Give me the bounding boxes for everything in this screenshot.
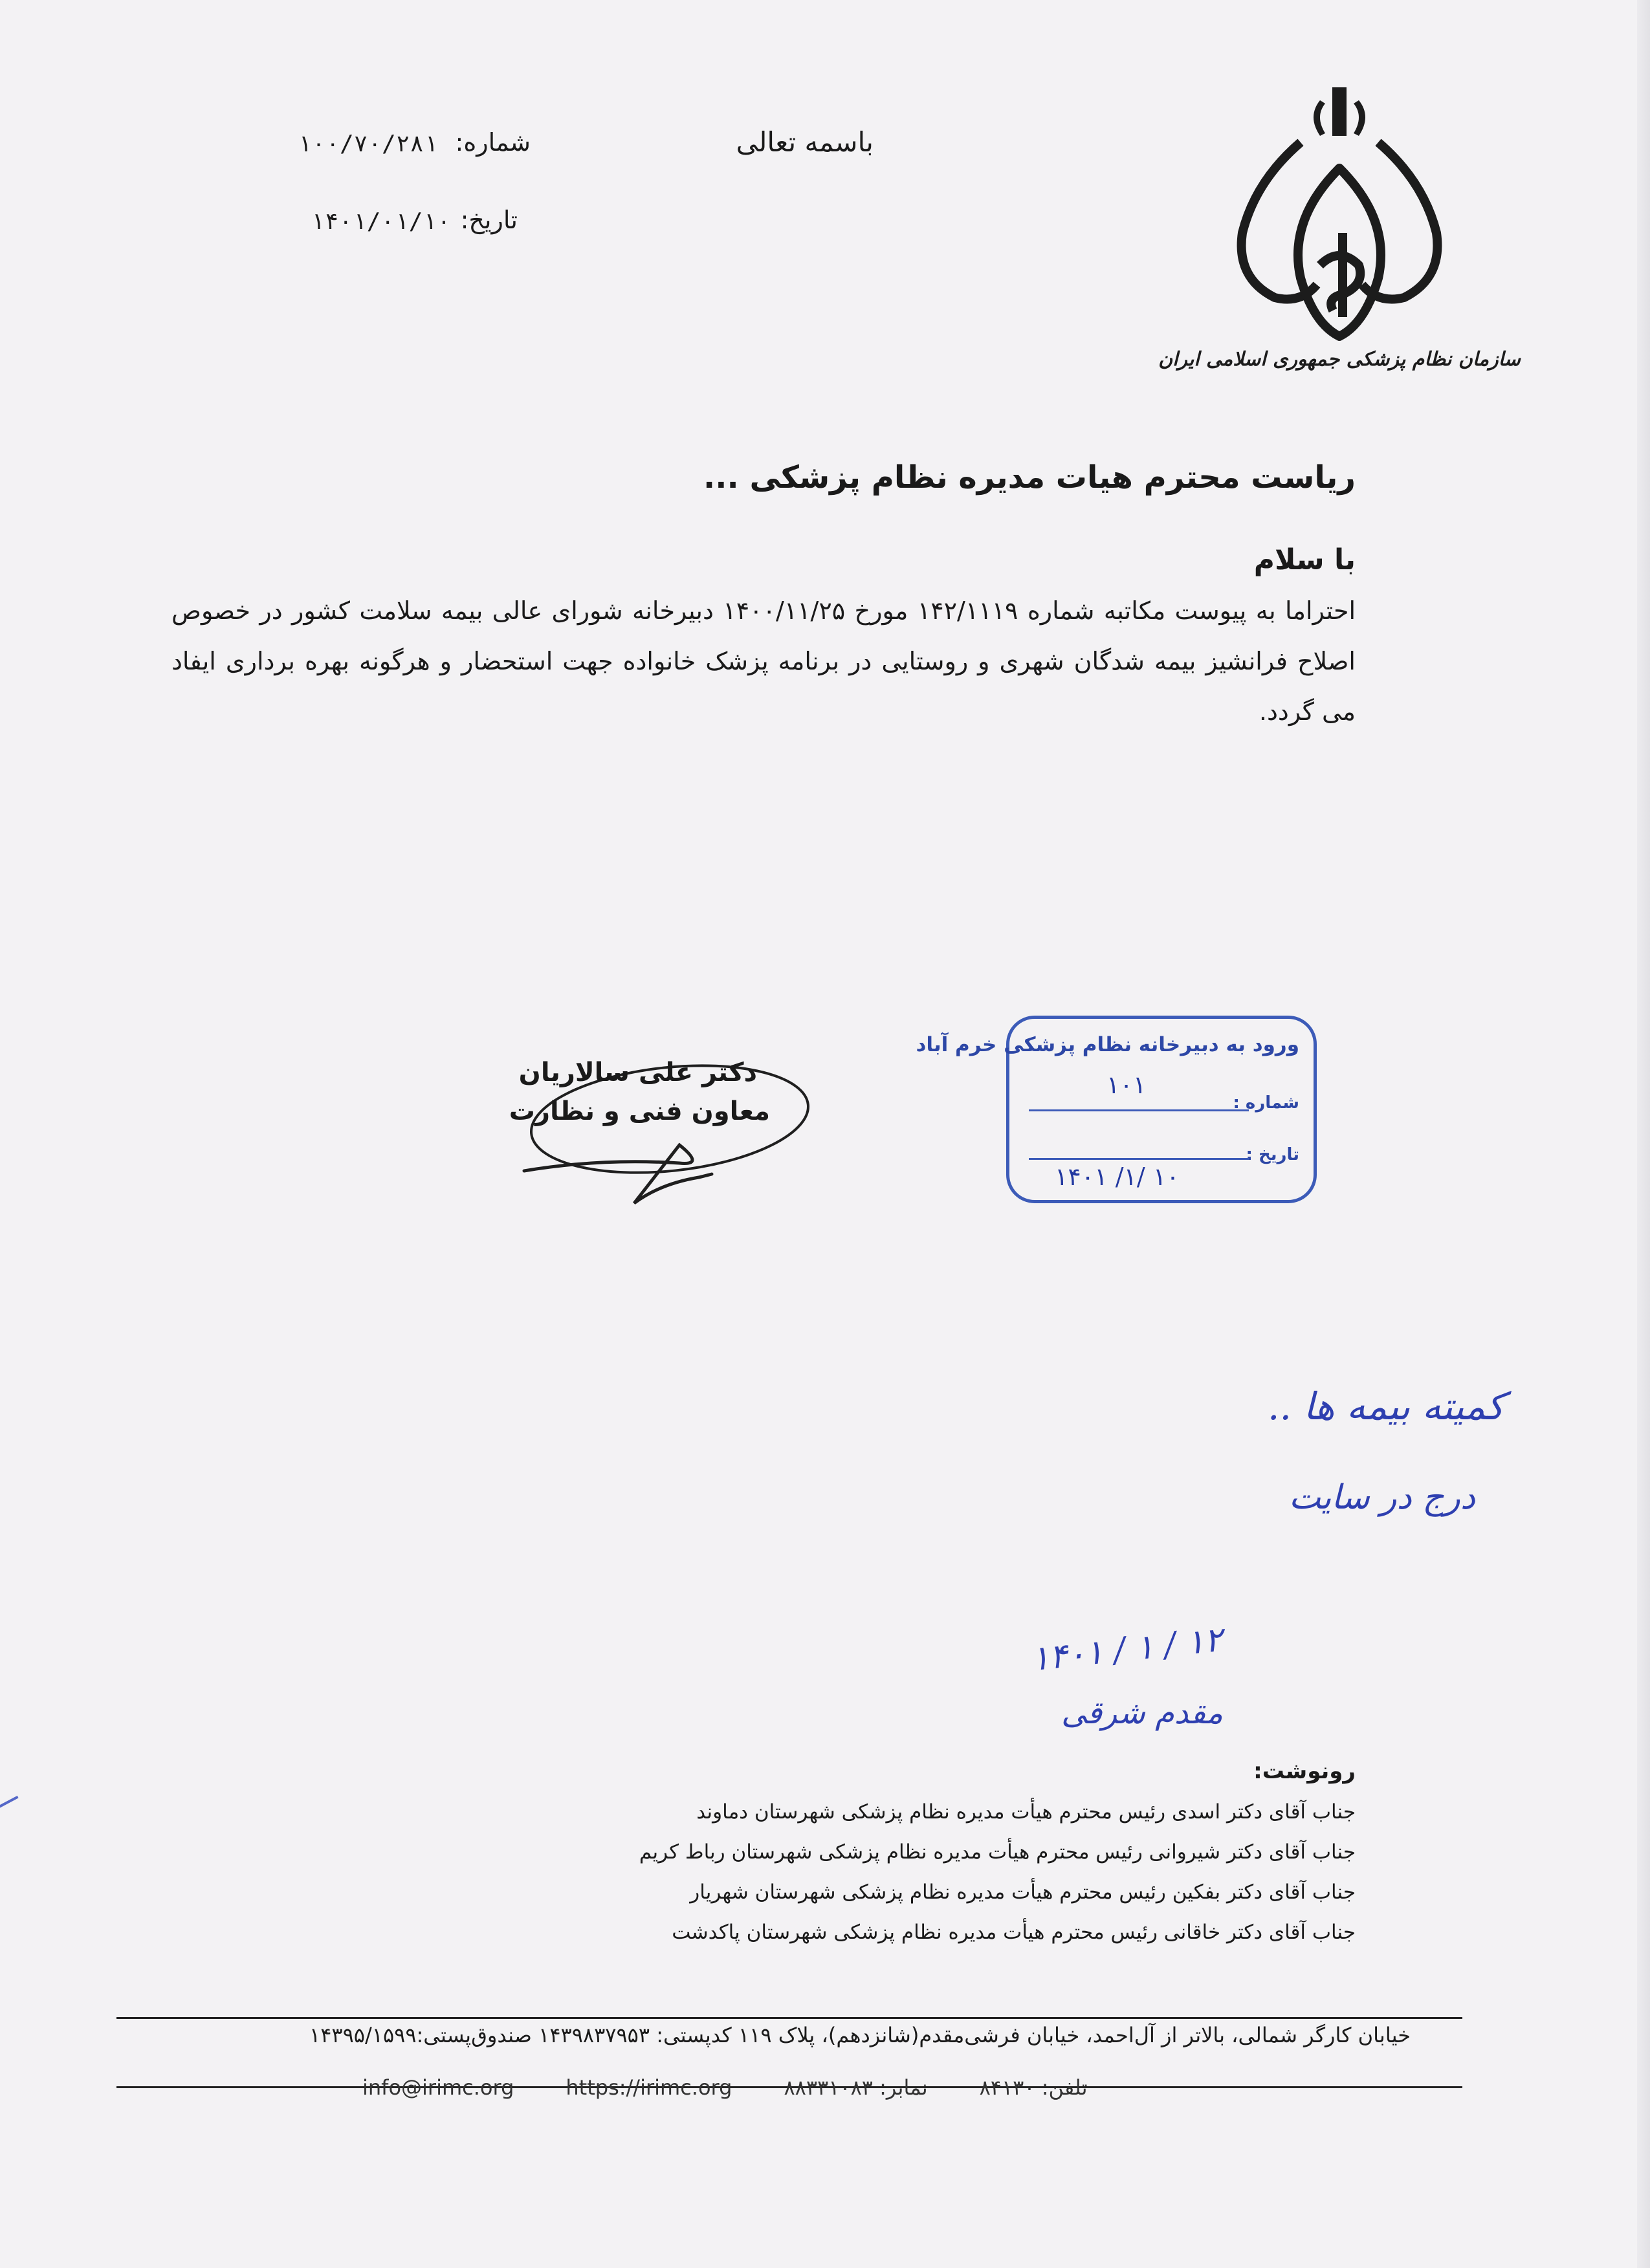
footer-contact — [362, 2075, 1320, 2100]
recipient: ریاست محترم هیات مدیره نظام پزشکی ... — [703, 459, 1356, 496]
handwritten-note-publish: درج در سایت — [1288, 1478, 1475, 1517]
stamp-number-line — [1029, 1109, 1249, 1111]
footer-address: خیابان کارگر شمالی، بالاتر از آل‌احمد، خیابان فرشی‌مقدم(شانزدهم)، پلاک ۱۱۹ کدپستی: ۱۴۳۹۸۳۷۹۵۳ صندوق‌پستی:۱۴۳۹۵/۱۵۹۹ — [309, 2023, 1411, 2047]
number-value: ۱۰۰/۷۰/۲۸۱ — [298, 131, 438, 157]
stamp-number-value: ۱۰۱ — [1106, 1071, 1147, 1099]
date-value: ۱۴۰۱/۰۱/۱۰ — [311, 208, 451, 235]
org-name: سازمان نظام پزشکی جمهوری اسلامی ایران — [1158, 348, 1521, 371]
stray-pen-mark — [0, 1796, 19, 1810]
stamp-date-line — [1029, 1158, 1249, 1160]
handwritten-note-committee: کمیته بیمه ها .. — [1268, 1384, 1504, 1428]
signatory-name: دکتر علی سالاریان — [518, 1058, 757, 1087]
stamp-date-value: ۱۴۰۱ /۱/ ۱۰ — [1055, 1162, 1180, 1191]
entry-stamp — [916, 1016, 1317, 1203]
number-label: شماره: — [455, 128, 531, 157]
basmala: باسمه تعالی — [736, 126, 874, 158]
cc-item: جناب آقای دکتر بفکین رئیس محترم هیأت مدیره نظام پزشکی شهرستان شهریار — [690, 1881, 1356, 1904]
handwritten-note-signoff: مقدم شرقی — [1061, 1695, 1223, 1731]
stamp-title: ورود به دبیرخانه نظام پزشکی خرم آباد — [916, 1033, 1299, 1056]
footer-fax: نمابر: ۸۸۳۳۱۰۸۳ — [784, 2075, 928, 2100]
footer-email: info@irimc.org — [362, 2075, 514, 2100]
footer-phone: تلفن: ۸۴۱۳۰ — [979, 2075, 1088, 2100]
cc-item: جناب آقای دکتر شیروانی رئیس محترم هیأت مدیره نظام پزشکی شهرستان رباط کریم — [639, 1840, 1356, 1864]
cc-list — [320, 1792, 1356, 1952]
page-edge — [1637, 0, 1650, 2268]
letter-body: احتراما به پیوست مکاتبه شماره ۱۴۲/۱۱۱۹ مورخ ۱۴۰۰/۱۱/۲۵ دبیرخانه شورای عالی بیمه سلامت کشور در خصوص اصلاح فرانشیز بیمه شدگان شهری و روستایی در برنامه پزشک خانواده جهت استحضار و هرگونه بهره برداری ایفاد می گردد. — [171, 596, 1356, 726]
stamp-number-label: شماره : — [1233, 1093, 1299, 1113]
cc-heading: رونوشت: — [1253, 1758, 1356, 1784]
footer-website: https://irimc.org — [566, 2075, 732, 2100]
handwritten-note-date: ۱۴۰۱ / ۱ / ۱۲ — [1029, 1620, 1225, 1679]
signature-block — [511, 1048, 809, 1216]
greeting: با سلام — [1253, 543, 1356, 576]
cc-item: جناب آقای دکتر اسدی رئیس محترم هیأت مدیره نظام پزشکی شهرستان دماوند — [696, 1800, 1356, 1824]
footer-top-rule — [116, 2017, 1462, 2019]
cc-item: جناب آقای دکتر خاقانی رئیس محترم هیأت مدیره نظام پزشکی شهرستان پاکدشت — [672, 1921, 1356, 1944]
stamp-date-label: تاریخ : — [1246, 1145, 1299, 1164]
medical-council-logo — [1158, 71, 1521, 382]
date-label: تاریخ: — [460, 206, 518, 234]
signatory-title: معاون فنی و نظارت — [509, 1096, 770, 1126]
